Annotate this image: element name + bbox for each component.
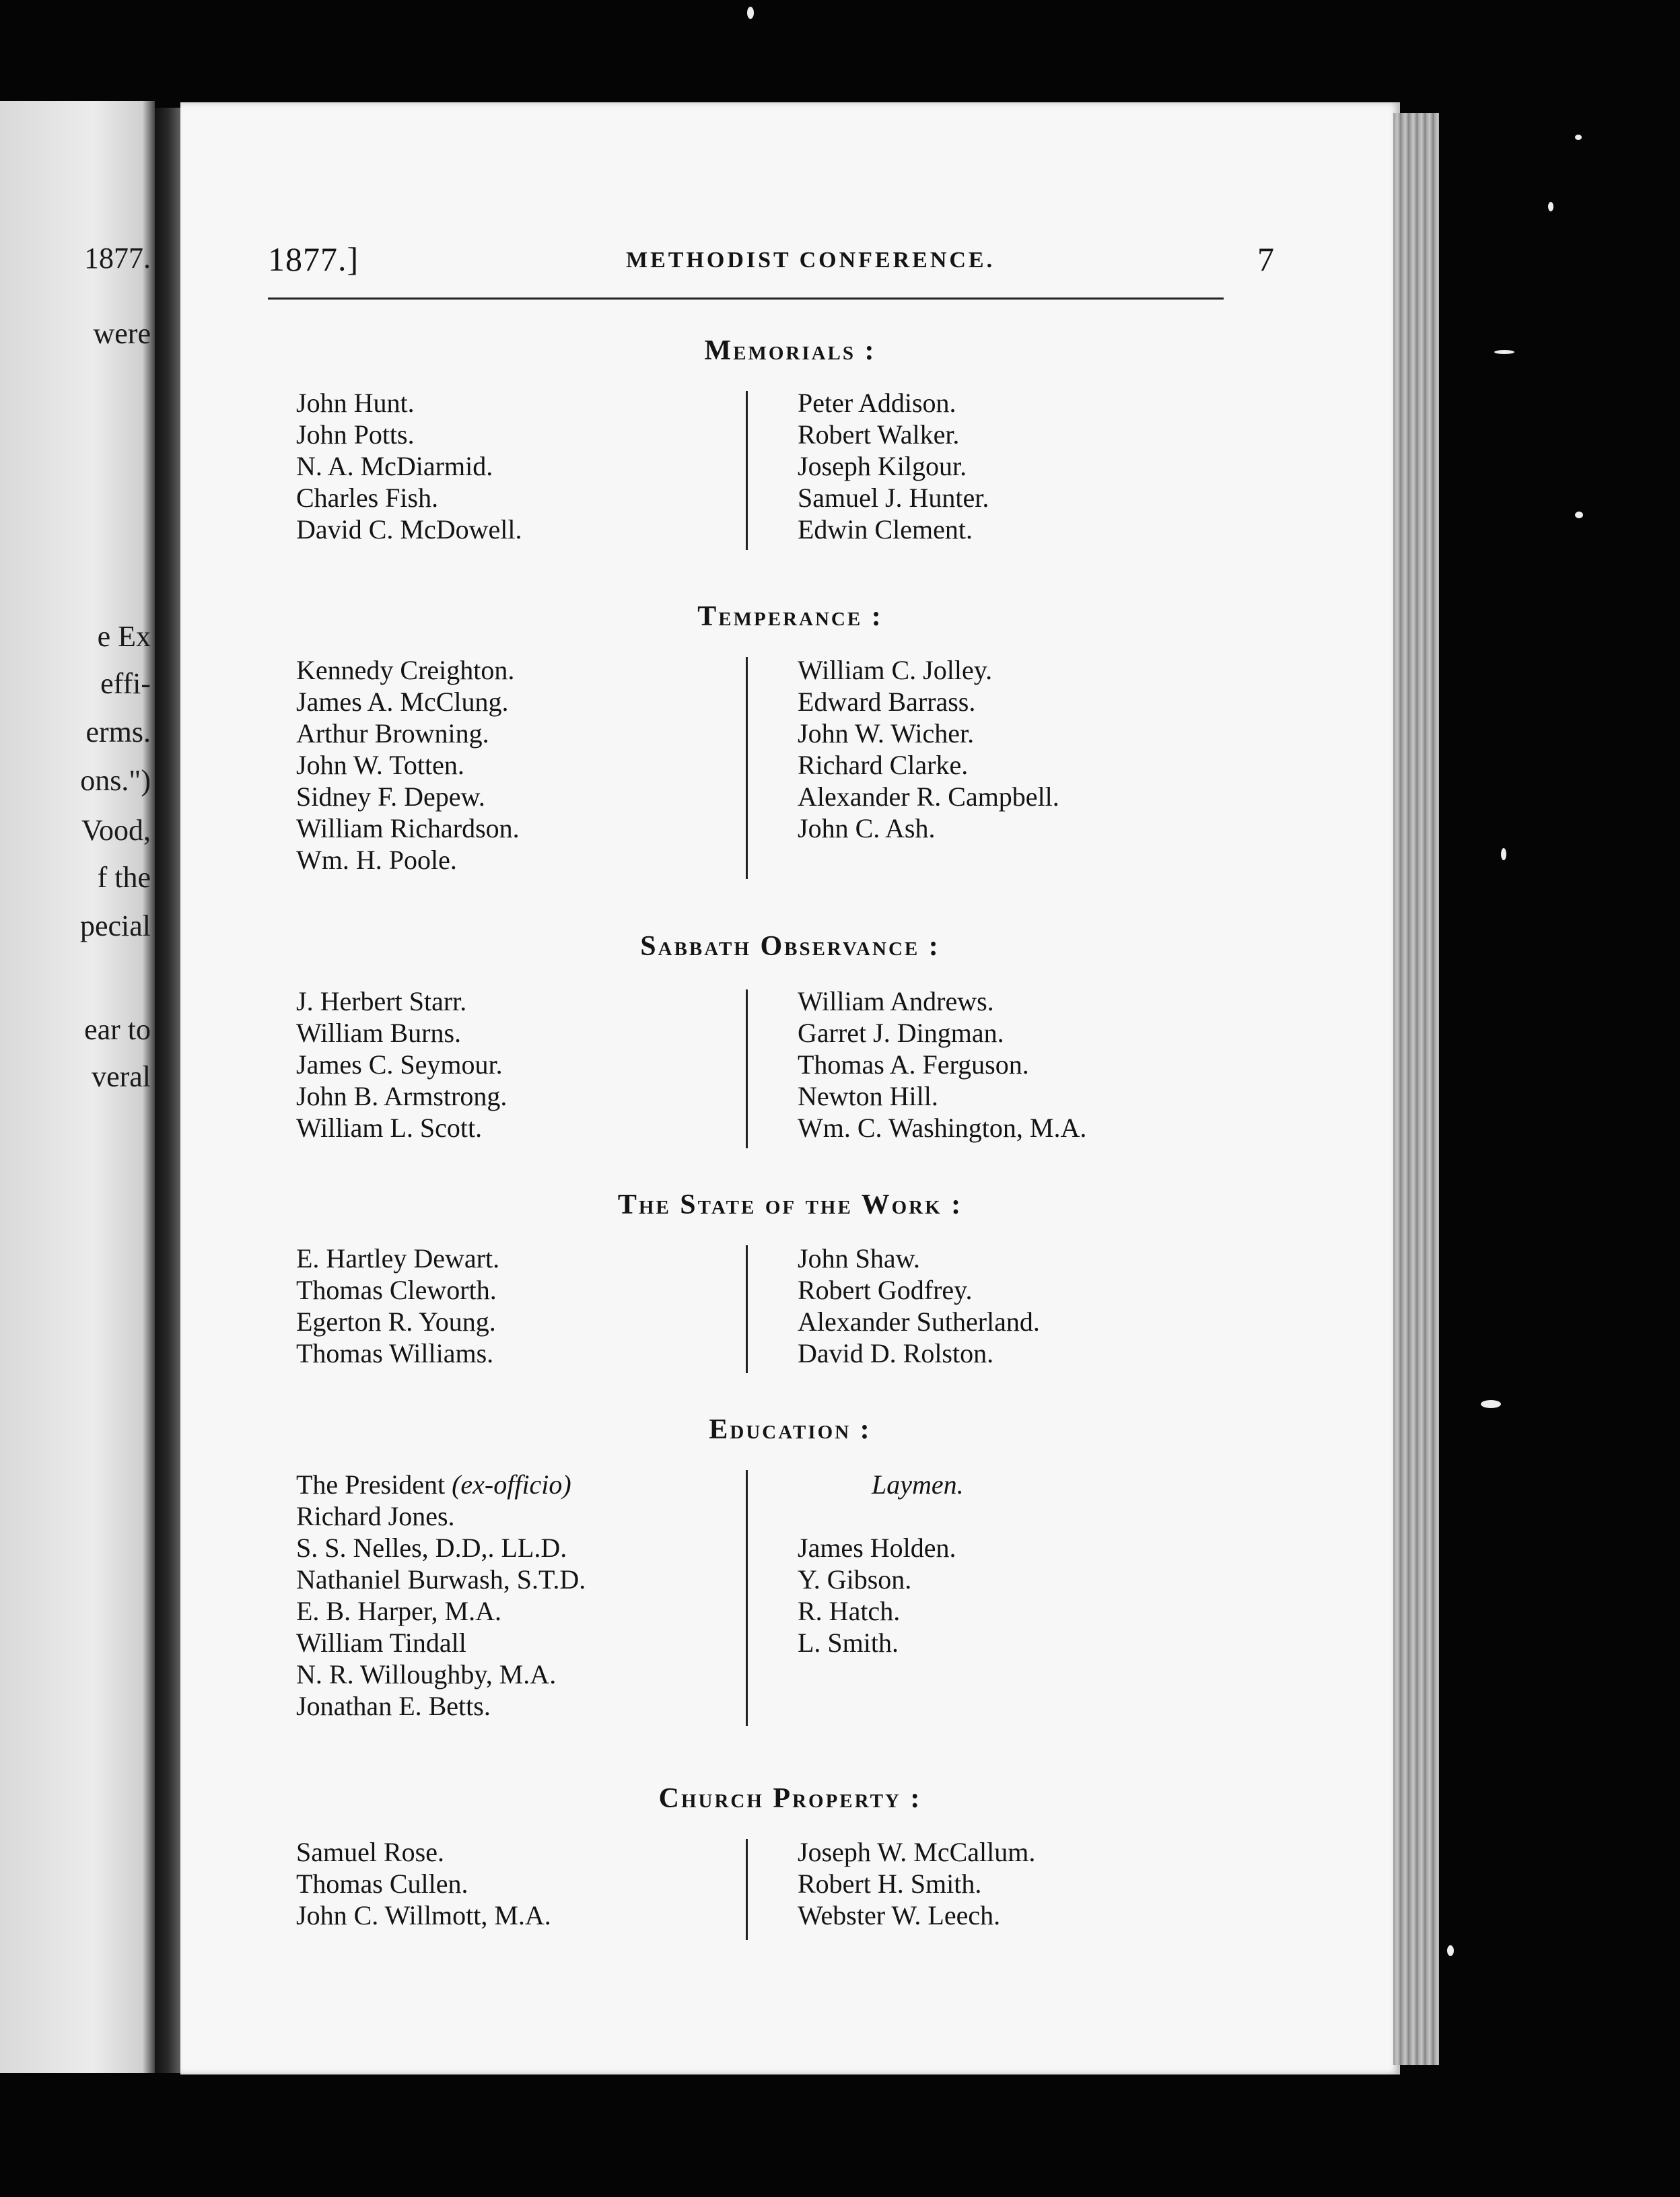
right-column <box>798 1469 964 1659</box>
name-entry: Peter Addison. <box>798 388 956 418</box>
name-entry: Y. Gibson. <box>798 1564 912 1595</box>
name-entry: Webster W. Leech. <box>798 1900 1001 1930</box>
name-entry: Samuel J. Hunter. <box>798 483 989 513</box>
name-entry: Wm. C. Washington, M.A. <box>798 1113 1087 1143</box>
header-title: METHODIST CONFERENCE. <box>626 248 995 273</box>
left-page-fragment <box>0 101 155 2073</box>
name-entry: Jonathan E. Betts. <box>296 1691 491 1721</box>
column-divider <box>746 1839 748 1940</box>
name-entry: David D. Rolston. <box>798 1338 994 1368</box>
left-fragment: 1877. <box>84 242 151 275</box>
left-fragment: erms. <box>85 716 151 748</box>
name-entry: N. R. Willoughby, M.A. <box>296 1659 557 1689</box>
name-entry: John Shaw. <box>798 1243 920 1274</box>
left-fragment: Vood, <box>81 814 151 847</box>
name-entry: John W. Wicher. <box>798 718 975 748</box>
name-entry: John Hunt. <box>296 388 415 418</box>
name-entry: James Holden. <box>798 1533 956 1563</box>
document-page <box>180 102 1400 2074</box>
name-entry: The President <box>296 1469 446 1500</box>
name-entry: John B. Armstrong. <box>296 1081 508 1111</box>
name-entry: R. Hatch. <box>798 1596 901 1626</box>
name-entry: Thomas Williams. <box>296 1338 494 1368</box>
name-entry: Thomas A. Ferguson. <box>798 1049 1029 1080</box>
name-entry: Garret J. Dingman. <box>798 1018 1004 1048</box>
name-entry: William Tindall <box>296 1628 466 1658</box>
section-title: Education : <box>709 1414 872 1445</box>
left-column <box>296 985 507 1144</box>
name-entry: David C. McDowell. <box>296 514 522 545</box>
name-entry: Richard Clarke. <box>798 750 969 780</box>
name-entry: N. A. McDiarmid. <box>296 451 493 481</box>
left-fragment: ons.") <box>80 764 151 797</box>
column-divider <box>746 989 748 1148</box>
left-column <box>296 387 522 545</box>
left-fragment: f the <box>97 861 151 894</box>
dust-speck <box>1447 1945 1454 1956</box>
laymen-heading: Laymen. <box>872 1469 964 1500</box>
dust-speck <box>1501 848 1506 860</box>
name-entry: William L. Scott. <box>296 1113 483 1143</box>
name-entry: Nathaniel Burwash, S.T.D. <box>296 1564 586 1595</box>
name-entry: William Andrews. <box>798 986 994 1016</box>
name-entry: E. B. Harper, M.A. <box>296 1596 501 1626</box>
name-entry: Robert Godfrey. <box>798 1275 973 1305</box>
right-column <box>798 387 989 545</box>
name-entry: Alexander Sutherland. <box>798 1306 1040 1337</box>
left-column <box>296 1836 551 1931</box>
dust-speck <box>1494 350 1514 354</box>
header-year: 1877.] <box>268 240 359 278</box>
name-entry: Robert Walker. <box>798 419 960 450</box>
right-column <box>798 1836 1035 1931</box>
name-entry-with-note <box>296 1469 586 1500</box>
header-rule <box>268 298 1224 300</box>
name-entry: John C. Willmott, M.A. <box>296 1900 551 1930</box>
name-entry: John Potts. <box>296 419 415 450</box>
name-entry: Alexander R. Campbell. <box>798 781 1059 812</box>
dust-speck <box>1575 135 1582 140</box>
dust-speck <box>1575 512 1583 518</box>
section-title: Memorials : <box>704 335 876 366</box>
name-entry: Thomas Cleworth. <box>296 1275 497 1305</box>
section-title: Sabbath Observance : <box>640 931 940 962</box>
name-entry: S. S. Nelles, D.D,. LL.D. <box>296 1533 567 1563</box>
running-header <box>262 237 1407 284</box>
dust-speck <box>747 7 754 19</box>
section-title: Temperance : <box>697 601 883 632</box>
left-column <box>296 1469 586 1722</box>
left-fragment: were <box>93 317 151 350</box>
left-column <box>296 1243 499 1369</box>
left-column <box>296 654 520 876</box>
left-fragment: pecial <box>79 909 151 942</box>
name-entry: James A. McClung. <box>296 687 509 717</box>
section-title: The State of the Work : <box>617 1189 963 1220</box>
dust-speck <box>1481 1400 1501 1408</box>
name-entry: Richard Jones. <box>296 1501 455 1531</box>
name-entry: Joseph W. McCallum. <box>798 1837 1036 1867</box>
name-entry: Robert H. Smith. <box>798 1869 982 1899</box>
book-gutter <box>155 108 182 2073</box>
right-column <box>798 654 1059 844</box>
left-fragment: effi- <box>100 667 151 700</box>
name-entry: Wm. H. Poole. <box>296 845 457 875</box>
column-divider <box>746 657 748 879</box>
name-entry: Egerton R. Young. <box>296 1306 496 1337</box>
left-fragment: e Ex <box>97 620 151 653</box>
right-column <box>798 1243 1040 1369</box>
column-divider <box>746 1470 748 1726</box>
right-column <box>798 985 1086 1144</box>
name-entry: Edwin Clement. <box>798 514 973 545</box>
name-entry: John C. Ash. <box>798 813 936 843</box>
name-entry: Charles Fish. <box>296 483 439 513</box>
name-entry: Edward Barrass. <box>798 687 976 717</box>
section-title: Church Property : <box>658 1783 922 1814</box>
name-entry: William Burns. <box>296 1018 462 1048</box>
name-entry: Arthur Browning. <box>296 718 489 748</box>
dust-speck <box>1548 202 1553 211</box>
left-fragment: ear to <box>84 1013 151 1046</box>
name-entry: Kennedy Creighton. <box>296 655 515 685</box>
left-fragment: veral <box>92 1060 151 1093</box>
name-entry: Thomas Cullen. <box>296 1869 468 1899</box>
ex-officio-note: (ex-officio) <box>452 1469 571 1500</box>
name-entry: E. Hartley Dewart. <box>296 1243 500 1274</box>
page-edges <box>1393 113 1439 2065</box>
name-entry: William C. Jolley. <box>798 655 993 685</box>
page-number: 7 <box>1257 240 1274 278</box>
name-entry: Joseph Kilgour. <box>798 451 967 481</box>
name-entry: William Richardson. <box>296 813 520 843</box>
column-divider <box>746 391 748 550</box>
name-entry: John W. Totten. <box>296 750 464 780</box>
name-entry: Samuel Rose. <box>296 1837 444 1867</box>
name-entry: Sidney F. Depew. <box>296 781 485 812</box>
name-entry: Newton Hill. <box>798 1081 938 1111</box>
name-entry: J. Herbert Starr. <box>296 986 467 1016</box>
name-entry: James C. Seymour. <box>296 1049 503 1080</box>
name-entry: L. Smith. <box>798 1628 899 1658</box>
column-divider <box>746 1245 748 1373</box>
